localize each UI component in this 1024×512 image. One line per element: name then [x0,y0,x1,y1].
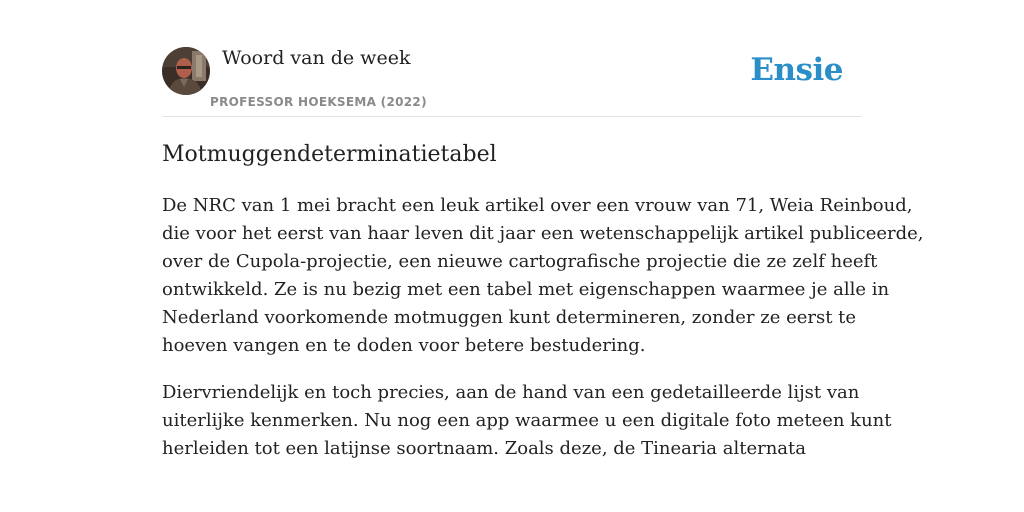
author-name[interactable]: PROFESSOR HOEKSEMA (2022) [210,95,427,109]
article-paragraph [162,192,924,360]
text-line: Nederland voorkomende motmuggen kunt determineren, zonder ze eerst te [162,307,857,328]
series-title[interactable]: Woord van de week [222,47,411,69]
article-paragraph [162,379,892,463]
text-line: over de Cupola-projectie, een nieuwe cartografische projectie die ze zelf heeft [162,251,878,272]
brand-logo[interactable]: Ensie [750,52,843,88]
article-header [162,46,862,117]
article-body [162,192,924,482]
text-line: die voor het eerst van haar leven dit jaar een wetenschappelijk artikel publiceerde, [162,223,924,244]
text-line: ontwikkeld. Ze is nu bezig met een tabel met eigenschappen waarmee je alle in [162,279,890,300]
text-line: herleiden tot een latijnse soortnaam. Zoals deze, de Tinearia alternata [162,438,806,459]
text-line: uiterlijke kenmerken. Nu nog een app waarmee u een digitale foto meteen kunt [162,410,892,431]
text-line: Diervriendelijk en toch precies, aan de hand van een gedetailleerde lijst van [162,382,860,403]
text-line: hoeven vangen en te doden voor betere bestudering. [162,335,646,356]
text-line: De NRC van 1 mei bracht een leuk artikel over een vrouw van 71, Weia Reinboud, [162,195,913,216]
article-card [162,0,924,512]
article-title: Motmuggendeterminatietabel [162,142,497,167]
author-portrait-icon [162,47,210,95]
author-avatar[interactable] [162,47,210,95]
